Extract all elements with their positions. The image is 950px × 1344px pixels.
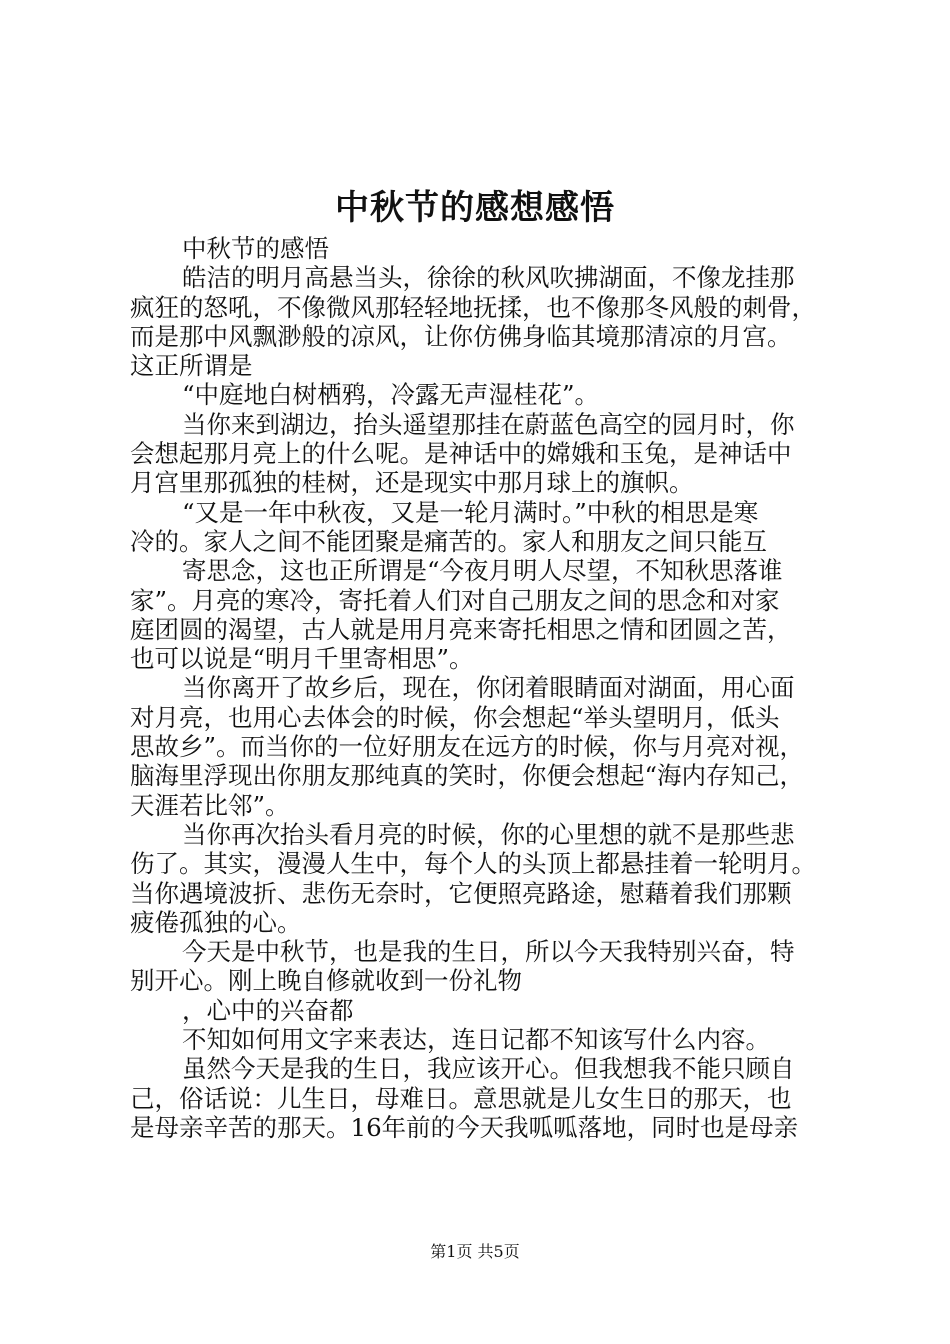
text-line: 冷的。家人之间不能团聚是痛苦的。家人和朋友之间只能互 xyxy=(130,526,767,556)
text-line: 当你遇境波折、悲伤无奈时，它便照亮路途，慰藉着我们那颗 xyxy=(130,878,792,908)
text-line: 当你离开了故乡后，现在，你闭着眼睛面对湖面，用心面 xyxy=(182,673,795,703)
text-line: 皓洁的明月高悬当头，徐徐的秋风吹拂湖面，不像龙挂那 xyxy=(182,263,795,293)
text-line: 庭团圆的渴望，古人就是用月亮来寄托相思之情和团圆之苦， xyxy=(130,614,792,644)
text-line: 思故乡”。而当你的一位好朋友在远方的时候，你与月亮对视， xyxy=(130,732,805,762)
document-title: 中秋节的感想感悟 xyxy=(335,188,615,228)
text-line: 月宫里那孤独的桂树，还是现实中那月球上的旗帜。 xyxy=(130,468,694,498)
text-line: 别开心。刚上晚自修就收到一份礼物 xyxy=(130,966,522,996)
text-line: 这正所谓是 xyxy=(130,351,253,381)
page-footer: 第1页 共5页 xyxy=(430,1242,520,1261)
text-line: 疯狂的怒吼，不像微风那轻轻地抚揉，也不像那冬风般的刺骨， xyxy=(130,292,816,322)
text-line: 会想起那月亮上的什么呢。是神话中的嫦娥和玉兔，是神话中 xyxy=(130,439,792,469)
text-line: 也可以说是“明月千里寄相思”。 xyxy=(130,644,474,674)
text-line: 己，俗话说：儿生日，母难日。意思就是儿女生日的那天，也 xyxy=(130,1083,792,1113)
text-line: 是母亲辛苦的那天。16年前的今天我呱呱落地，同时也是母亲 xyxy=(130,1112,799,1142)
text-line: 脑海里浮现出你朋友那纯真的笑时，你便会想起“海内存知己， xyxy=(130,761,805,791)
text-line: 当你再次抬头看月亮的时候，你的心里想的就不是那些悲 xyxy=(182,819,795,849)
text-line: 对月亮，也用心去体会的时候，你会想起“举头望明月，低头 xyxy=(130,702,780,732)
text-line: 不知如何用文字来表达，连日记都不知该写什么内容。 xyxy=(182,1025,770,1055)
text-line: 寄思念，这也正所谓是“今夜月明人尽望，不知秋思落谁 xyxy=(182,556,783,586)
text-line: 家”。月亮的寒冷，寄托着人们对自己朋友之间的思念和对家 xyxy=(130,585,780,615)
text-line: “又是一年中秋夜，又是一轮月满时。”中秋的相思是寒 xyxy=(182,497,759,527)
text-line: 疲倦孤独的心。 xyxy=(130,907,302,937)
text-line: 当你来到湖边，抬头遥望那挂在蔚蓝色高空的园月时，你 xyxy=(182,409,795,439)
text-line: “中庭地白树栖鸦，冷露无声湿桂花”。 xyxy=(182,380,600,410)
text-line: 而是那中风飘渺般的凉风，让你仿佛身临其境那清凉的月宫。 xyxy=(130,321,792,351)
text-line: 虽然今天是我的生日，我应该开心。但我想我不能只顾自 xyxy=(182,1054,795,1084)
text-line: 中秋节的感悟 xyxy=(182,234,329,263)
document-body xyxy=(130,234,830,1142)
text-line: ，心中的兴奋都 xyxy=(182,995,354,1025)
text-line: 天涯若比邻”。 xyxy=(130,790,290,820)
text-line: 伤了。其实，漫漫人生中，每个人的头顶上都悬挂着一轮明月。 xyxy=(130,849,816,879)
text-line: 今天是中秋节，也是我的生日，所以今天我特别兴奋，特 xyxy=(182,937,795,967)
